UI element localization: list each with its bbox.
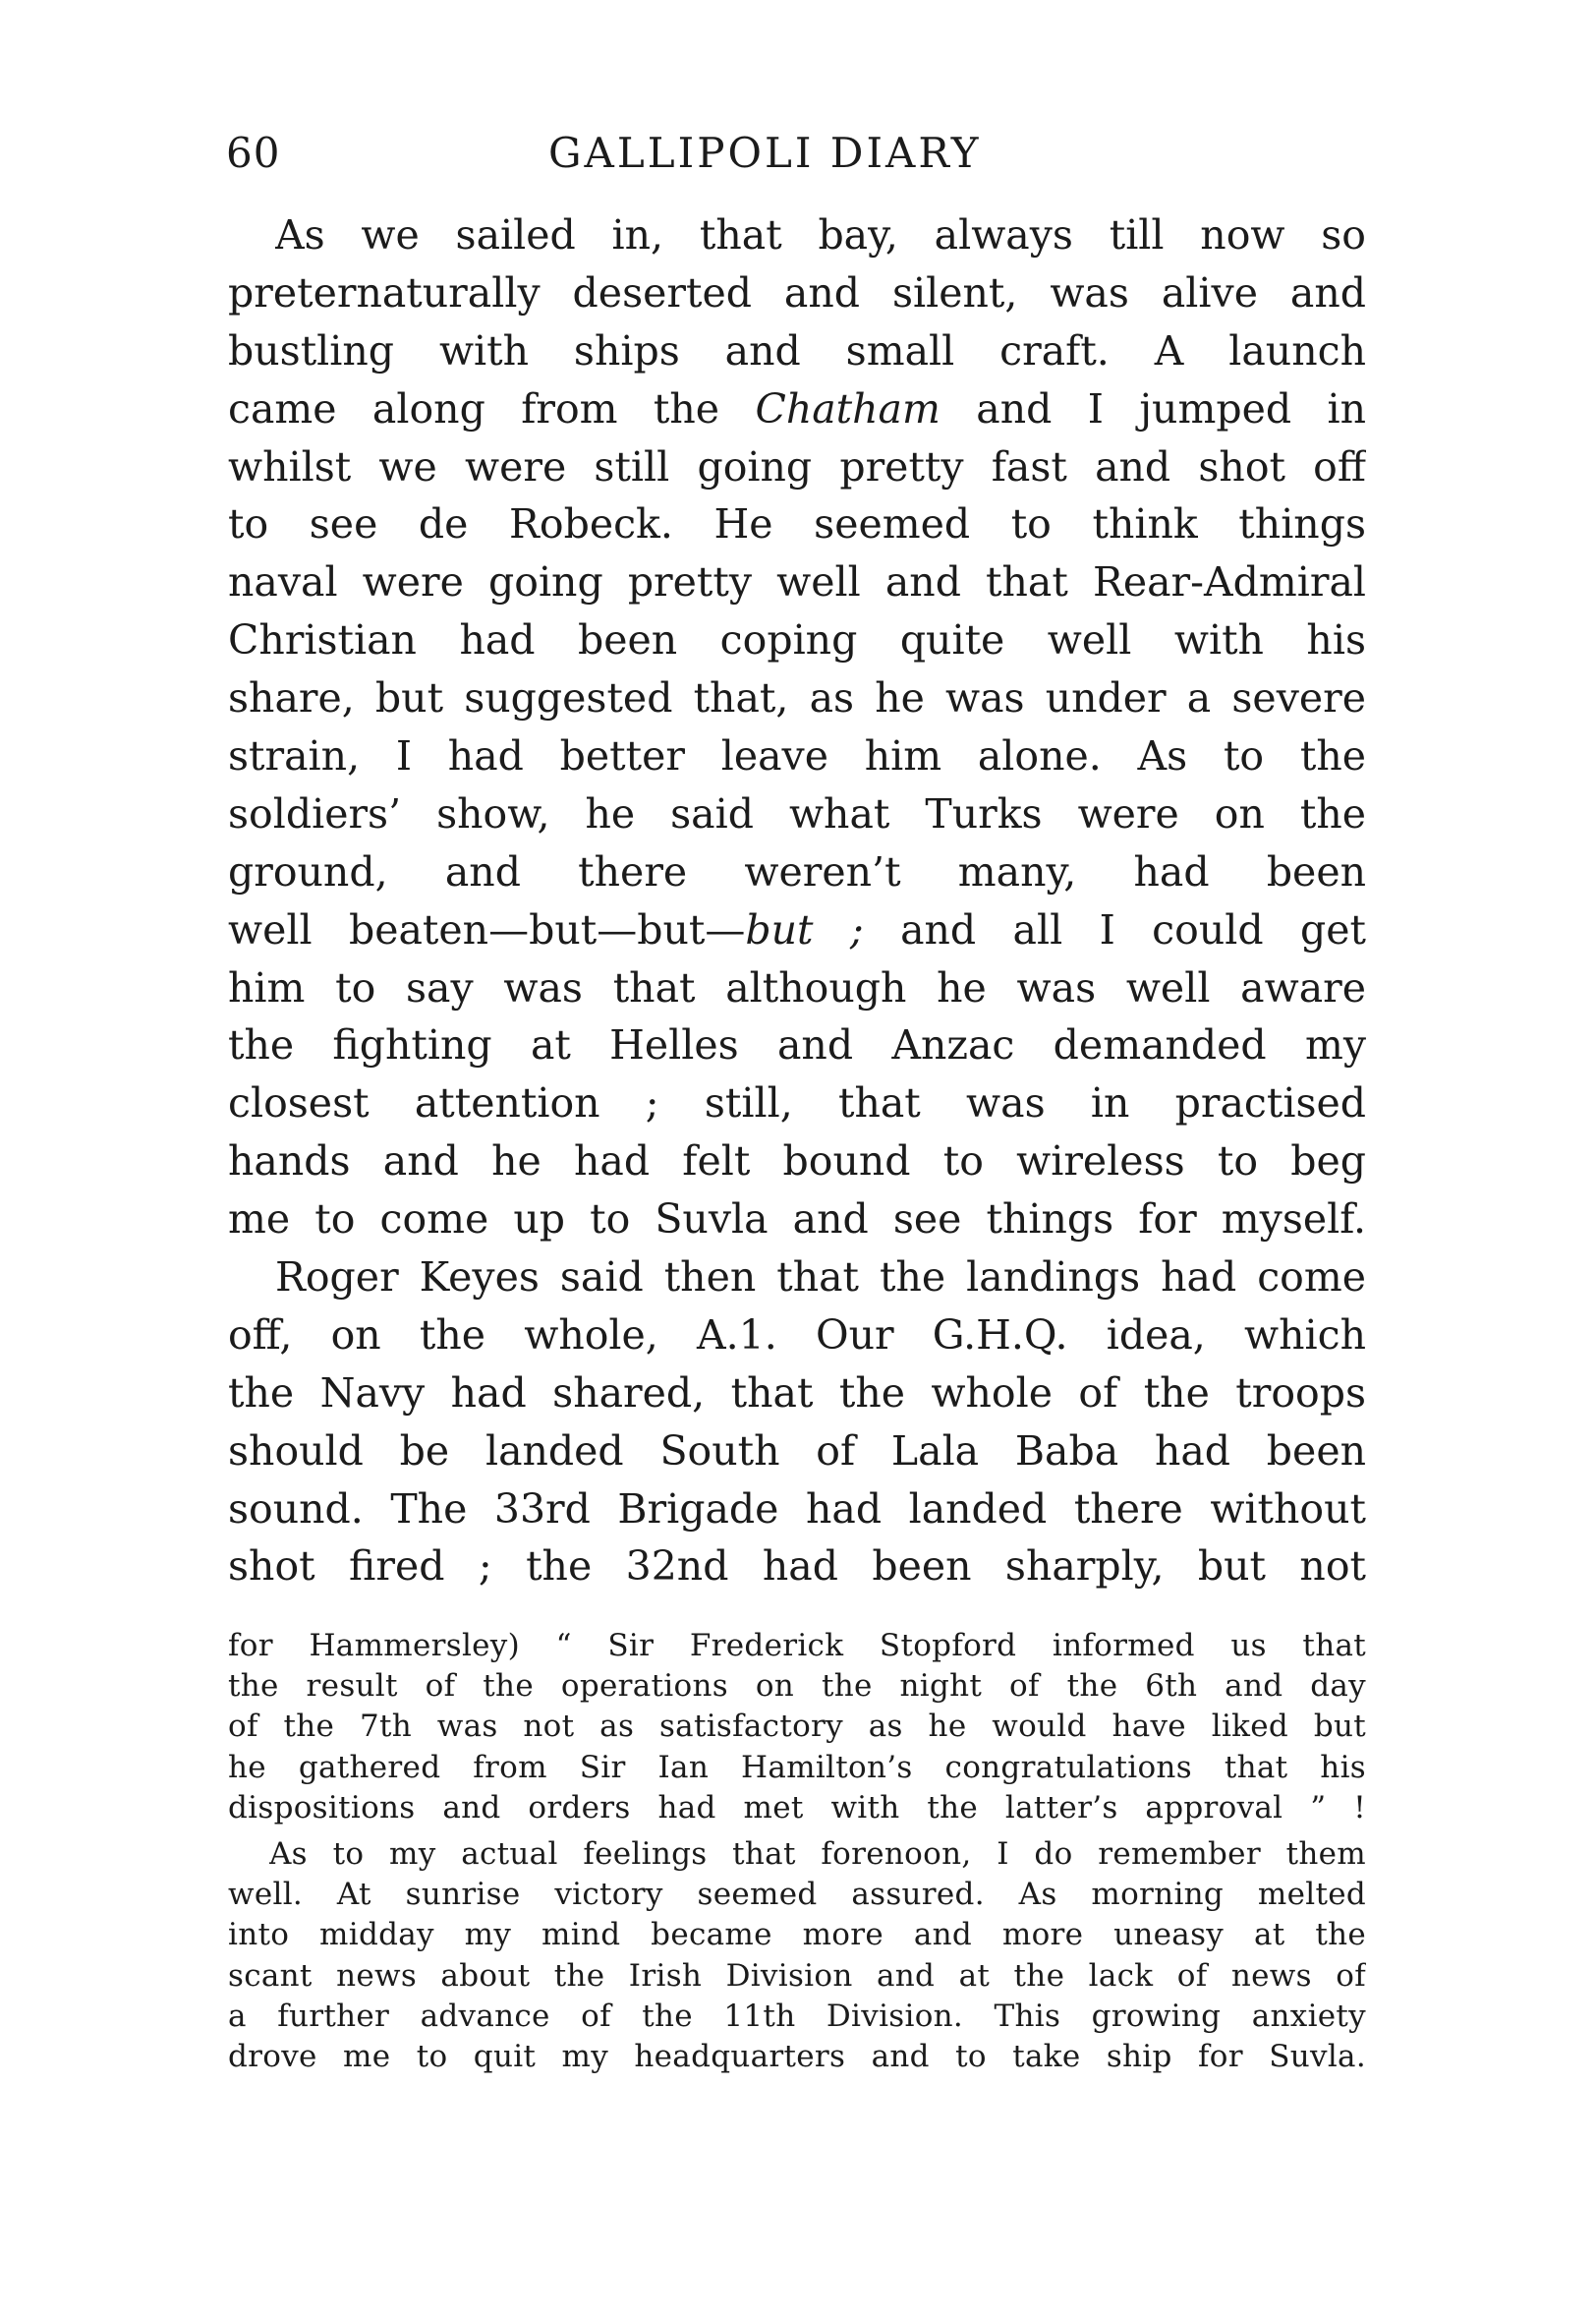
text-line bbox=[228, 380, 1366, 438]
footnote-line: the result of the operations on the night of the 6th and day bbox=[228, 1668, 1366, 1705]
text-line: soldiers’ show, he said what Turks were on the bbox=[228, 789, 1366, 838]
main-text-block bbox=[228, 206, 1366, 1595]
text-line: preternaturally deserted and silent, was alive and bbox=[228, 268, 1366, 317]
italic-word: but ; bbox=[745, 905, 864, 954]
text-line: closest attention ; still, that was in practised bbox=[228, 1079, 1366, 1128]
text-line bbox=[228, 901, 1366, 959]
footnote-line: As to my actual feelings that forenoon, I do remember them bbox=[269, 1835, 1366, 1872]
text-line: share, but suggested that, as he was under a severe bbox=[228, 674, 1366, 723]
italic-ship-name: Chatham bbox=[755, 384, 940, 433]
text-line: naval were going pretty well and that Rear-Admiral bbox=[228, 558, 1366, 607]
running-head bbox=[226, 124, 1366, 183]
text-line: off, on the whole, A.1. Our G.H.Q. idea, which bbox=[228, 1310, 1366, 1359]
text-line: sound. The 33rd Brigade had landed there without bbox=[228, 1484, 1366, 1533]
footnote-line: he gathered from Sir Ian Hamilton’s congratulations that his bbox=[228, 1749, 1366, 1785]
text-line: bustling with ships and small craft. A launch bbox=[228, 326, 1366, 375]
text-line: whilst we were still going pretty fast and shot off bbox=[228, 442, 1366, 491]
text-line: should be landed South of Lala Baba had been bbox=[228, 1426, 1366, 1475]
footnote-line: drove me to quit my headquarters and to take ship for Suvla. bbox=[228, 2038, 1366, 2074]
text-line: me to come up to Suvla and see things for myself. bbox=[228, 1195, 1366, 1244]
text-line: shot fired ; the 32nd had been sharply, but not bbox=[228, 1542, 1366, 1591]
text-fragment: and I jumped in bbox=[976, 384, 1366, 433]
text-line: the Navy had shared, that the whole of the troops bbox=[228, 1368, 1366, 1417]
text-line: to see de Robeck. He seemed to think things bbox=[228, 500, 1366, 549]
text-line: him to say was that although he was well aware bbox=[228, 963, 1366, 1012]
footnote-line: of the 7th was not as satisfactory as he would have liked but bbox=[228, 1709, 1366, 1745]
footnote-line: dispositions and orders had met with the latter’s approval ” ! bbox=[228, 1789, 1366, 1825]
text-line: As we sailed in, that bay, always till now so bbox=[275, 211, 1366, 259]
text-fragment: well beaten—but—but— bbox=[228, 905, 746, 954]
text-line: Christian had been coping quite well with his bbox=[228, 616, 1366, 665]
footnote-line: for Hammersley) “ Sir Frederick Stopford informed us that bbox=[228, 1628, 1366, 1663]
footnote-block bbox=[228, 1626, 1366, 2077]
text-line: strain, I had better leave him alone. As to the bbox=[228, 732, 1366, 781]
footnote-line: into midday my mind became more and more uneasy at the bbox=[228, 1917, 1366, 1953]
text-line: ground, and there weren’t many, had been bbox=[228, 847, 1366, 896]
page-number: 60 bbox=[226, 129, 281, 177]
text-line: hands and he had felt bound to wireless to beg bbox=[228, 1137, 1366, 1186]
running-title: GALLIPOLI DIARY bbox=[548, 129, 982, 177]
text-fragment: came along from the bbox=[228, 384, 720, 433]
footnote-line: scant news about the Irish Division and at the lack of news of bbox=[228, 1957, 1366, 1994]
text-line: the fighting at Helles and Anzac demanded my bbox=[228, 1021, 1366, 1070]
text-line: Roger Keyes said then that the landings had come bbox=[275, 1253, 1366, 1302]
footnote-line: well. At sunrise victory seemed assured. As morning melted bbox=[228, 1877, 1366, 1913]
footnote-line: a further advance of the 11th Division. This growing anxiety bbox=[228, 1998, 1366, 2034]
text-fragment: and all I could get bbox=[900, 905, 1366, 954]
